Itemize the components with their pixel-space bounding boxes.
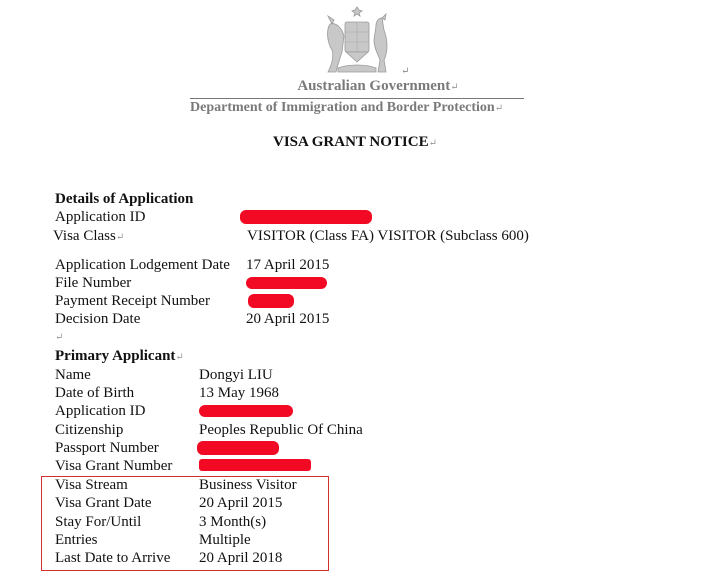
visa-stream-value: Business Visitor (199, 477, 297, 493)
lodgement-date-label: Application Lodgement Date (55, 257, 230, 273)
visa-class-label: Visa Class↵ (53, 228, 125, 244)
redaction-mark (248, 294, 294, 308)
visa-stream-label: Visa Stream (55, 477, 128, 493)
redaction-mark (197, 441, 279, 455)
last-arrive-label: Last Date to Arrive (55, 550, 171, 566)
coat-of-arms-icon (318, 6, 396, 78)
last-arrive-value: 20 April 2018 (199, 550, 283, 566)
redaction-mark (246, 277, 327, 289)
redaction-mark (199, 459, 311, 471)
entries-value: Multiple (199, 532, 251, 548)
applicant-id-label: Application ID (55, 403, 146, 419)
stay-label: Stay For/Until (55, 514, 142, 530)
dob-label: Date of Birth (55, 385, 135, 401)
details-heading: Details of Application (55, 191, 194, 207)
stay-value: 3 Month(s) (199, 514, 267, 530)
decision-date-label: Decision Date (55, 311, 141, 327)
department-name: Department of Immigration and Border Protection↵ (190, 100, 504, 115)
entries-label: Entries (55, 532, 98, 548)
application-id-label: Application ID (55, 209, 146, 225)
passport-number-label: Passport Number (55, 440, 159, 456)
file-number-label: File Number (55, 275, 132, 291)
grant-date-label: Visa Grant Date (55, 495, 152, 511)
redaction-mark (240, 210, 372, 224)
grant-date-value: 20 April 2015 (199, 495, 283, 511)
paragraph-mark: ↵ (55, 332, 64, 343)
name-value: Dongyi LIU (199, 367, 273, 383)
citizenship-value: Peoples Republic Of China (199, 422, 363, 438)
applicant-heading: Primary Applicant↵ (55, 348, 184, 364)
government-name: Australian Government↵ (297, 78, 459, 94)
decision-date-value: 20 April 2015 (246, 311, 330, 327)
visa-grant-number-label: Visa Grant Number (55, 458, 173, 474)
lodgement-date-value: 17 April 2015 (246, 257, 330, 273)
cursor-mark: ↵ (401, 66, 410, 77)
receipt-number-label: Payment Receipt Number (55, 293, 210, 309)
visa-class-value: VISITOR (Class FA) VISITOR (Subclass 600) (247, 228, 529, 244)
name-label: Name (55, 367, 91, 383)
header-divider (190, 98, 524, 99)
citizenship-label: Citizenship (55, 422, 124, 438)
dob-value: 13 May 1968 (199, 385, 279, 401)
document-title: VISA GRANT NOTICE↵ (273, 134, 437, 150)
redaction-mark (199, 405, 293, 417)
